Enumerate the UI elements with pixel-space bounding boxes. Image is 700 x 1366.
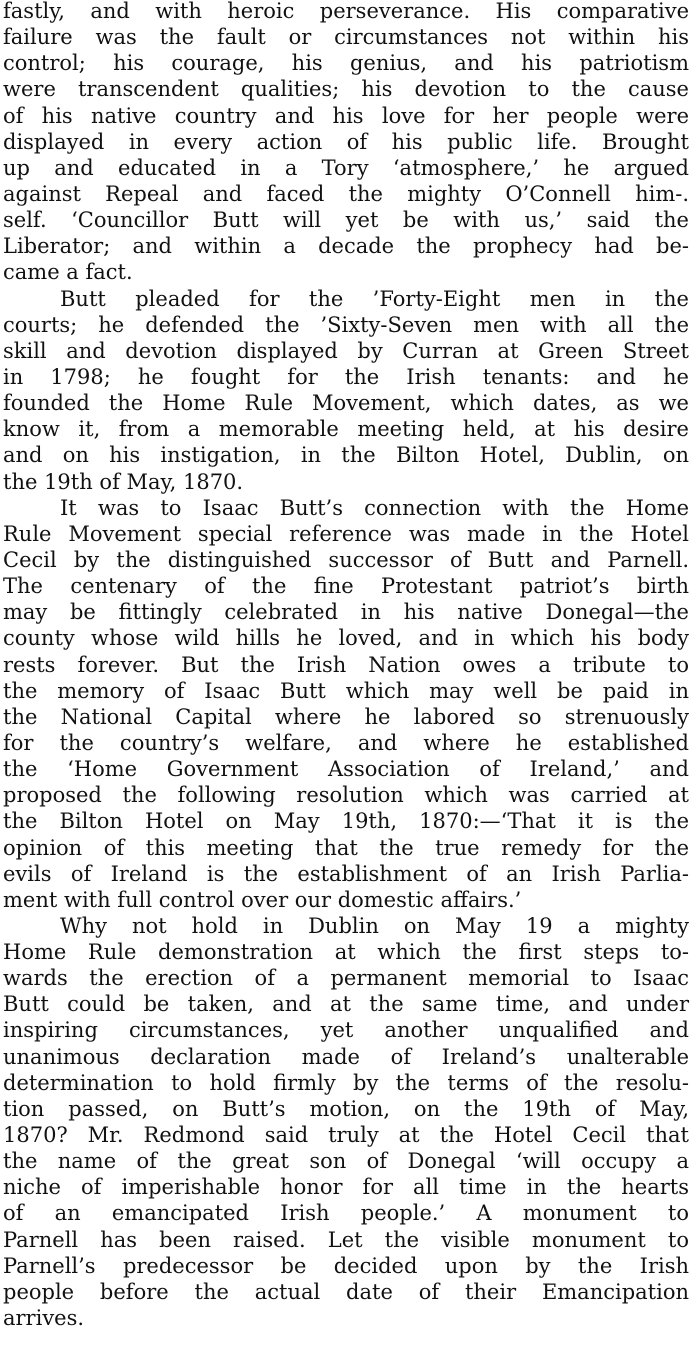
paragraph	[0, 286, 700, 495]
text-line: know it, from a memorable meeting held, at his desire	[3, 417, 689, 442]
text-line: Butt could be taken, and at the same time, and under	[3, 992, 689, 1017]
text-line: displayed in every action of his public life. Brought	[3, 129, 689, 154]
text-line: unanimous declaration made of Ireland’s unalterable	[3, 1044, 689, 1069]
paragraph	[0, 913, 700, 1331]
text-line: determination to hold firmly by the terms of the resolu-	[3, 1070, 689, 1095]
text-line: skill and devotion displayed by Curran at Green Street	[3, 338, 689, 363]
paragraph	[0, 495, 700, 913]
text-line: Why not hold in Dublin on May 19 a mighty	[60, 913, 689, 938]
text-line: Rule Movement special reference was made in the Hotel	[3, 521, 689, 546]
text-line: of his native country and his love for her people were	[3, 103, 689, 128]
text-line: for the country’s welfare, and where he established	[3, 730, 689, 755]
paragraph	[0, 0, 700, 286]
text-line: The centenary of the fine Protestant patriot’s birth	[3, 574, 689, 599]
text-line: evils of Ireland is the establishment of an Irish Parlia-	[3, 861, 689, 886]
text-line: were transcendent qualities; his devotion to the cause	[3, 77, 689, 102]
text-line: Cecil by the distinguished successor of Butt and Parnell.	[3, 547, 689, 572]
text-line: of an emancipated Irish people.’ A monument to	[3, 1201, 689, 1226]
text-line: Home Rule demonstration at which the first steps to-	[3, 940, 689, 965]
text-line: people before the actual date of their Emancipation	[3, 1279, 689, 1304]
text-line: Butt pleaded for the ’Forty-Eight men in the	[60, 286, 689, 311]
text-line: the National Capital where he labored so strenuously	[3, 704, 689, 729]
text-line: against Repeal and faced the mighty O’Connell him-.	[3, 181, 689, 206]
text-line: came a fact.	[3, 260, 133, 285]
text-line: the name of the great son of Donegal ‘will occupy a	[3, 1149, 689, 1174]
text-line: ment with full control over our domestic affairs.’	[3, 887, 522, 912]
text-line: the Bilton Hotel on May 19th, 1870:—‘That it is the	[3, 809, 689, 834]
text-line: Liberator; and within a decade the prophecy had be-	[3, 234, 689, 259]
text-line: up and educated in a Tory ‘atmosphere,’ he argued	[3, 155, 689, 180]
text-line: wards the erection of a permanent memorial to Isaac	[3, 966, 689, 991]
text-line: inspiring circumstances, yet another unqualified and	[3, 1018, 689, 1043]
text-line: 1870? Mr. Redmond said truly at the Hotel Cecil that	[3, 1123, 689, 1148]
text-line: tion passed, on Butt’s motion, on the 19th of May,	[3, 1096, 689, 1121]
text-line: It was to Isaac Butt’s connection with the Home	[60, 495, 689, 520]
text-line: Parnell has been raised. Let the visible monument to	[3, 1227, 689, 1252]
text-line: courts; he defended the ’Sixty-Seven men with all the	[3, 312, 689, 337]
text-line: the 19th of May, 1870.	[3, 469, 244, 494]
text-line: fastly, and with heroic perseverance. His comparative	[3, 0, 689, 23]
text-line: Parnell’s predecessor be decided upon by the Irish	[3, 1253, 689, 1278]
text-line: and on his instigation, in the Bilton Hotel, Dublin, on	[3, 443, 689, 468]
text-line: rests forever. But the Irish Nation owes a tribute to	[3, 652, 689, 677]
text-line: in 1798; he fought for the Irish tenants: and he	[3, 364, 689, 389]
text-line: failure was the fault or circumstances not within his	[3, 25, 689, 50]
text-line: opinion of this meeting that the true remedy for the	[3, 835, 689, 860]
text-line: the ‘Home Government Association of Ireland,’ and	[3, 757, 689, 782]
text-line: may be fittingly celebrated in his native Donegal—the	[3, 600, 689, 625]
text-line: proposed the following resolution which was carried at	[3, 783, 689, 808]
text-line: arrives.	[3, 1306, 85, 1331]
text-line: niche of imperishable honor for all time in the hearts	[3, 1175, 689, 1200]
text-line: control; his courage, his genius, and his patriotism	[3, 51, 689, 76]
text-line: self. ‘Councillor Butt will yet be with us,’ said the	[3, 208, 689, 233]
text-line: county whose wild hills he loved, and in which his body	[3, 626, 689, 651]
text-line: the memory of Isaac Butt which may well be paid in	[3, 678, 689, 703]
text-line: founded the Home Rule Movement, which dates, as we	[3, 391, 689, 416]
